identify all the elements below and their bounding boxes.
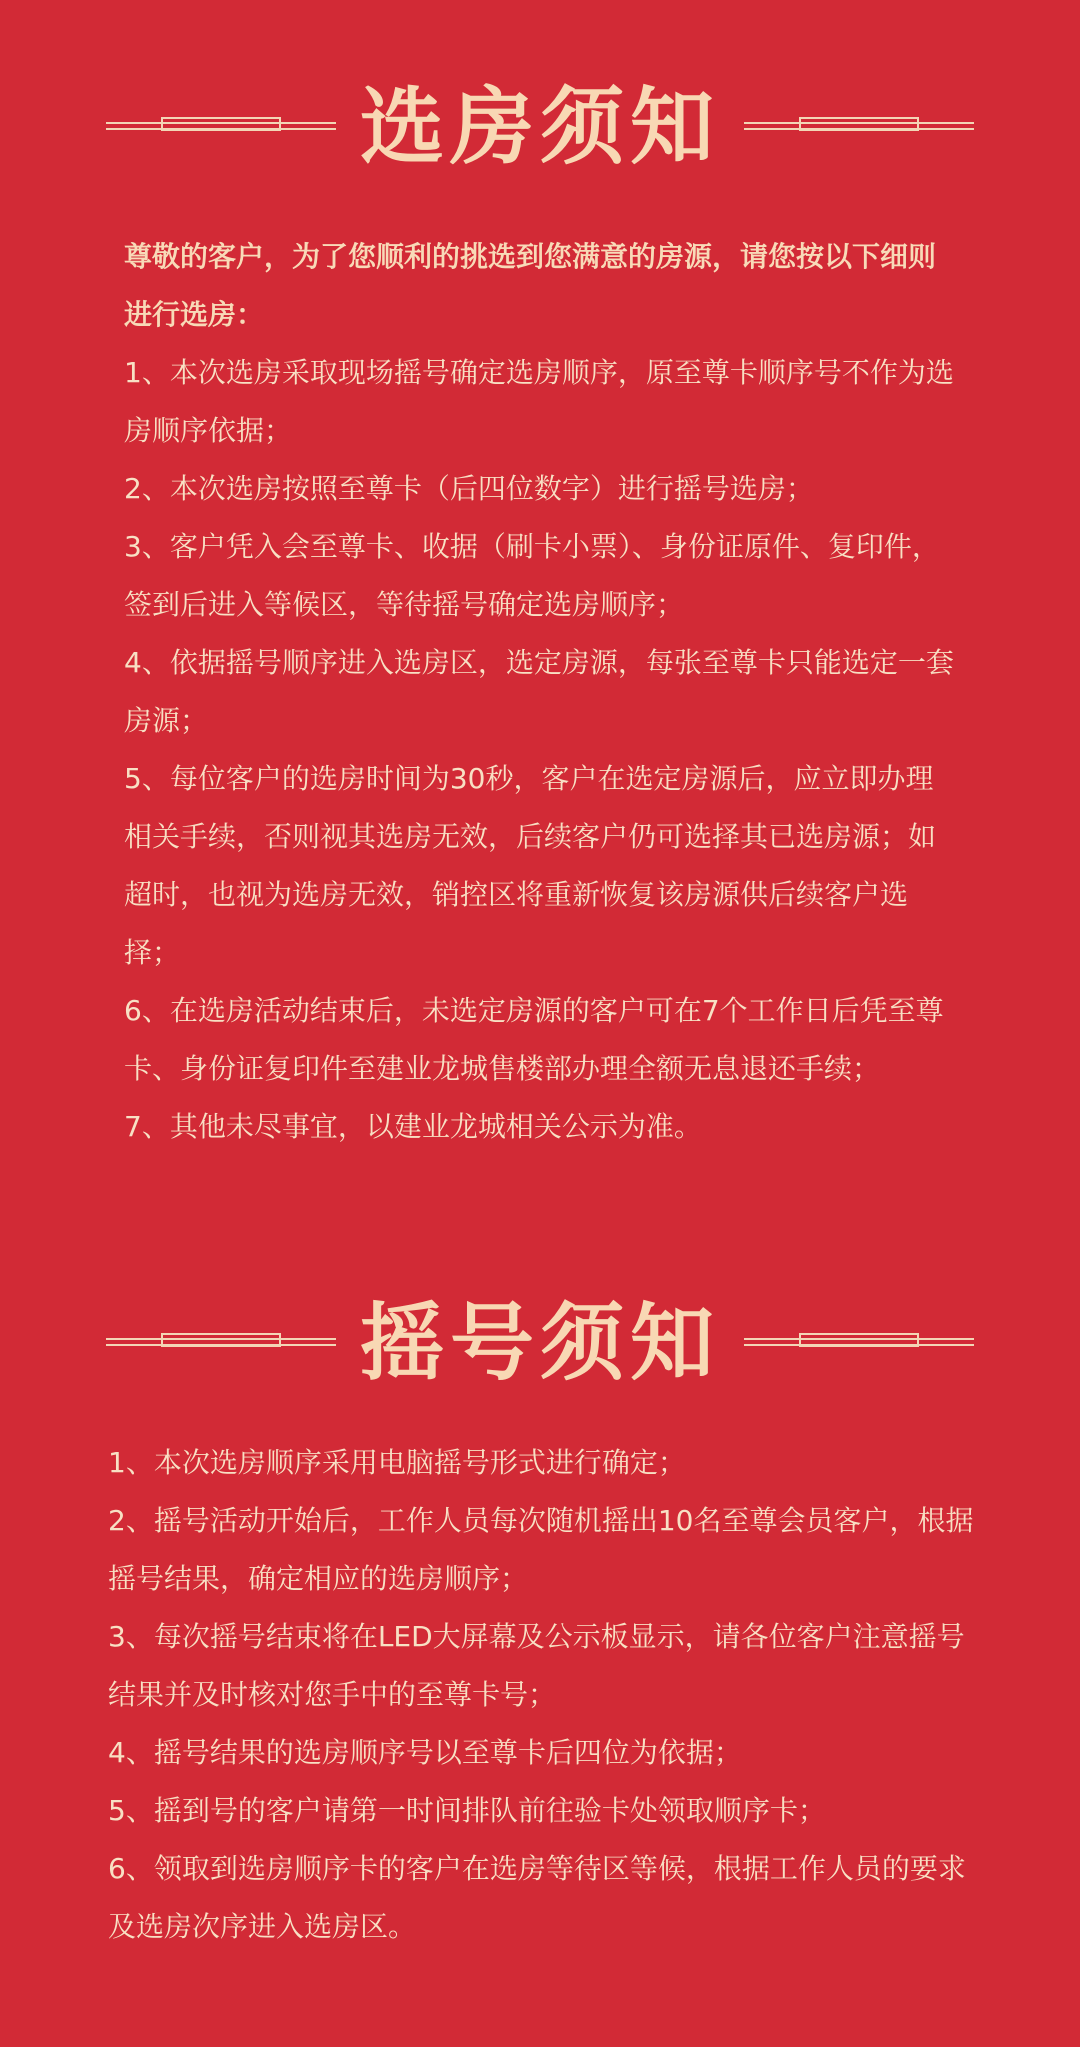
section1-header <box>0 72 1080 182</box>
section1-item-1: 1、本次选房采取现场摇号确定选房顺序，原至尊卡顺序号不作为选房顺序依据； <box>124 356 954 447</box>
section2-item-5: 5、摇到号的客户请第一时间排队前往验卡处领取顺序卡； <box>108 1794 826 1827</box>
section1-item-6: 6、在选房活动结束后，未选定房源的客户可在7个工作日后凭至尊卡、身份证复印件至建业龙城售楼部办理全额无息退还手续； <box>124 994 944 1085</box>
section2-item-2: 2、摇号活动开始后，工作人员每次随机摇出10名至尊会员客户，根据摇号结果，确定相应的选房顺序； <box>108 1504 974 1595</box>
section1-item-2: 2、本次选房按照至尊卡（后四位数字）进行摇号选房； <box>124 472 814 505</box>
decorative-line-left <box>106 1333 336 1353</box>
section1-item-5: 5、每位客户的选房时间为30秒，客户在选定房源后，应立即办理相关手续，否则视其选房无效，后续客户仍可选择其已选房源；如超时，也视为选房无效，销控区将重新恢复该房源供后续客户选择； <box>124 762 937 969</box>
decorative-line-right <box>744 1333 974 1353</box>
section1-title: 选房须知 <box>359 78 720 176</box>
section2-title: 摇号须知 <box>359 1294 720 1392</box>
section1-body <box>124 228 960 1156</box>
section2-item-3: 3、每次摇号结束将在LED大屏幕及公示板显示，请各位客户注意摇号结果并及时核对您手中的至尊卡号； <box>108 1620 965 1711</box>
section2-item-4: 4、摇号结果的选房顺序号以至尊卡后四位为依据； <box>108 1736 742 1769</box>
section1-item-3: 3、客户凭入会至尊卡、收据（刷卡小票）、身份证原件、复印件，签到后进入等候区，等待摇号确定选房顺序； <box>124 530 940 621</box>
decorative-line-left <box>106 117 336 137</box>
section1-item-7: 7、其他未尽事宜，以建业龙城相关公示为准。 <box>124 1110 702 1143</box>
section1-item-4: 4、依据摇号顺序进入选房区，选定房源，每张至尊卡只能选定一套房源； <box>124 646 954 737</box>
section2-item-1: 1、本次选房顺序采用电脑摇号形式进行确定； <box>108 1446 686 1479</box>
section1-intro: 尊敬的客户，为了您顺利的挑选到您满意的房源，请您按以下细则进行选房： <box>124 240 937 331</box>
section2-body <box>108 1434 978 1956</box>
decorative-line-right <box>744 117 974 137</box>
section2-header <box>0 1288 1080 1398</box>
section2-item-6: 6、领取到选房顺序卡的客户在选房等待区等候，根据工作人员的要求及选房次序进入选房区。 <box>108 1852 966 1943</box>
